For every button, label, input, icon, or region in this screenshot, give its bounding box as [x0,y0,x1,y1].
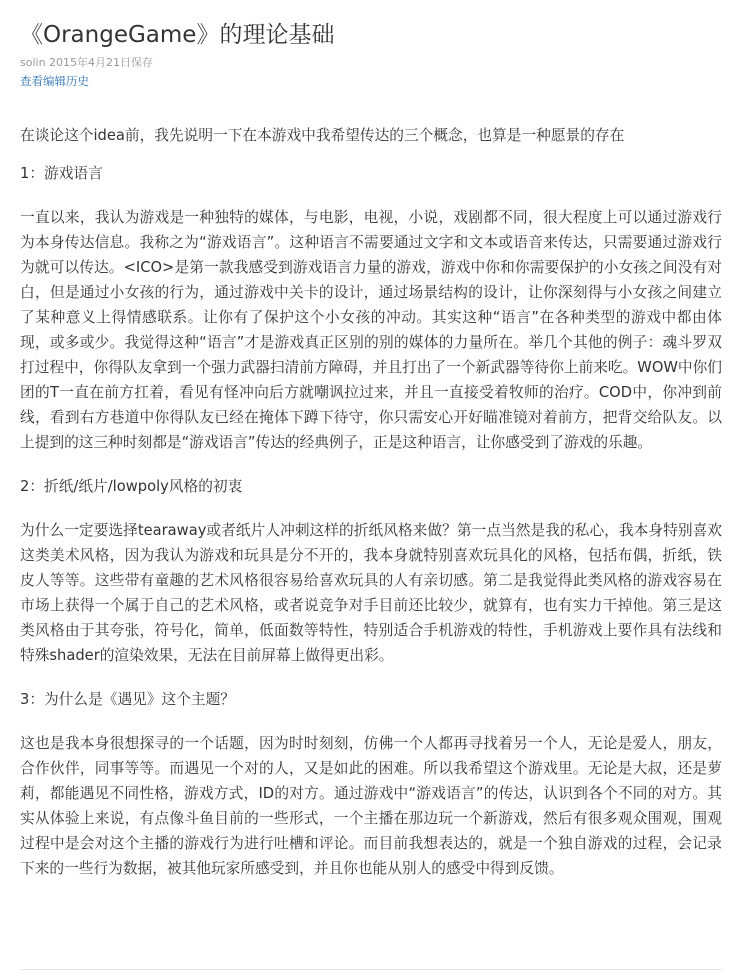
section-2-paragraph: 为什么一定要选择tearaway或者纸片人冲刺这样的折纸风格来做？第一点当然是我的私心，我本身特别喜欢这类美术风格，因为我认为游戏和玩具是分不开的，我本身就特别喜欢玩具化的风格，包括布偶，折纸，铁皮人等等。这些带有童趣的艺术风格很容易给喜欢玩具的人有亲切感。第二是我觉得此类风格的游戏容易在市场上获得一个属于自己的艺术风格，或者说竞争对手目前还比较少，就算有，也有实力干掉他。第三是这类风格由于其夸张，符号化，简单，低面数等特性，特别适合手机游戏的特性，手机游戏上要作具有法线和特殊shader的渲染效果，无法在目前屏幕上做得更出彩。 [20,522,722,664]
save-info: solin 2015年4月21日保存 [20,56,154,69]
section-1-heading: 1：游戏语言 [20,165,103,182]
article-title: 《OrangeGame》的理论基础 [20,22,335,48]
section-2-heading: 2：折纸/纸片/lowpoly风格的初衷 [20,478,243,495]
article [20,0,722,881]
footer-divider [20,969,722,970]
section-3-paragraph: 这也是我本身很想探寻的一个话题，因为时时刻刻，仿佛一个人都再寻找着另一个人，无论是爱人，朋友，合作伙伴，同事等等。而遇见一个对的人，又是如此的困难。所以我希望这个游戏里。无论是大叔，还是萝莉，都能遇见不同性格，游戏方式，ID的对方。通过游戏中“游戏语言”的传达，认识到各个不同的对方。其实从体验上来说，有点像斗鱼目前的一些形式，一个主播在那边玩一个新游戏，然后有很多观众围观，围观过程中是会对这个主播的游戏行为进行吐槽和评论。而目前我想表达的，就是一个独自游戏的过程，会记录下来的一些行为数据，被其他玩家所感受到，并且你也能从别人的感受中得到反馈。 [20,735,722,877]
section-1-paragraph: 一直以来，我认为游戏是一种独特的媒体，与电影，电视，小说，戏剧都不同，很大程度上可以通过游戏行为本身传达信息。我称之为“游戏语言”。这种语言不需要通过文字和文本或语音来传达，只需要通过游戏行为就可以传达。<ICO>是第一款我感受到游戏语言力量的游戏，游戏中你和你需要保护的小女孩之间没有对白，但是通过小女孩的行为，通过游戏中关卡的设计，通过场景结构的设计，让你深刻得与小女孩之间建立了某种意义上得情感联系。让你有了保护这个小女孩的冲动。其实这种“语言”在各种类型的游戏中都由体现，或多或少。我觉得这种“语言”才是游戏真正区别的别的媒体的力量所在。举几个其他的例子：魂斗罗双打过程中，你得队友拿到一个强力武器扫清前方障碍，并且打出了一个新武器等待你上前来吃。WOW中你们团的T一直在前方扛着，看见有怪冲向后方就嘲讽拉过来，并且一直接受着牧师的治疗。COD中，你冲到前线，看到右方巷道中你得队友已经在掩体下蹲下待守，你只需安心开好瞄准镜对着前方，把背交给队友。以上提到的这三种时刻都是“游戏语言”传达的经典例子，正是这种语言，让你感受到了游戏的乐趣。 [20,209,722,451]
section-3-heading: 3：为什么是《遇见》这个主题？ [20,691,235,708]
intro-paragraph: 在谈论这个idea前，我先说明一下在本游戏中我希望传达的三个概念，也算是一种愿景的存在 [20,127,625,144]
edit-history-link[interactable]: 查看编辑历史 [20,74,89,88]
article-body [20,123,722,881]
